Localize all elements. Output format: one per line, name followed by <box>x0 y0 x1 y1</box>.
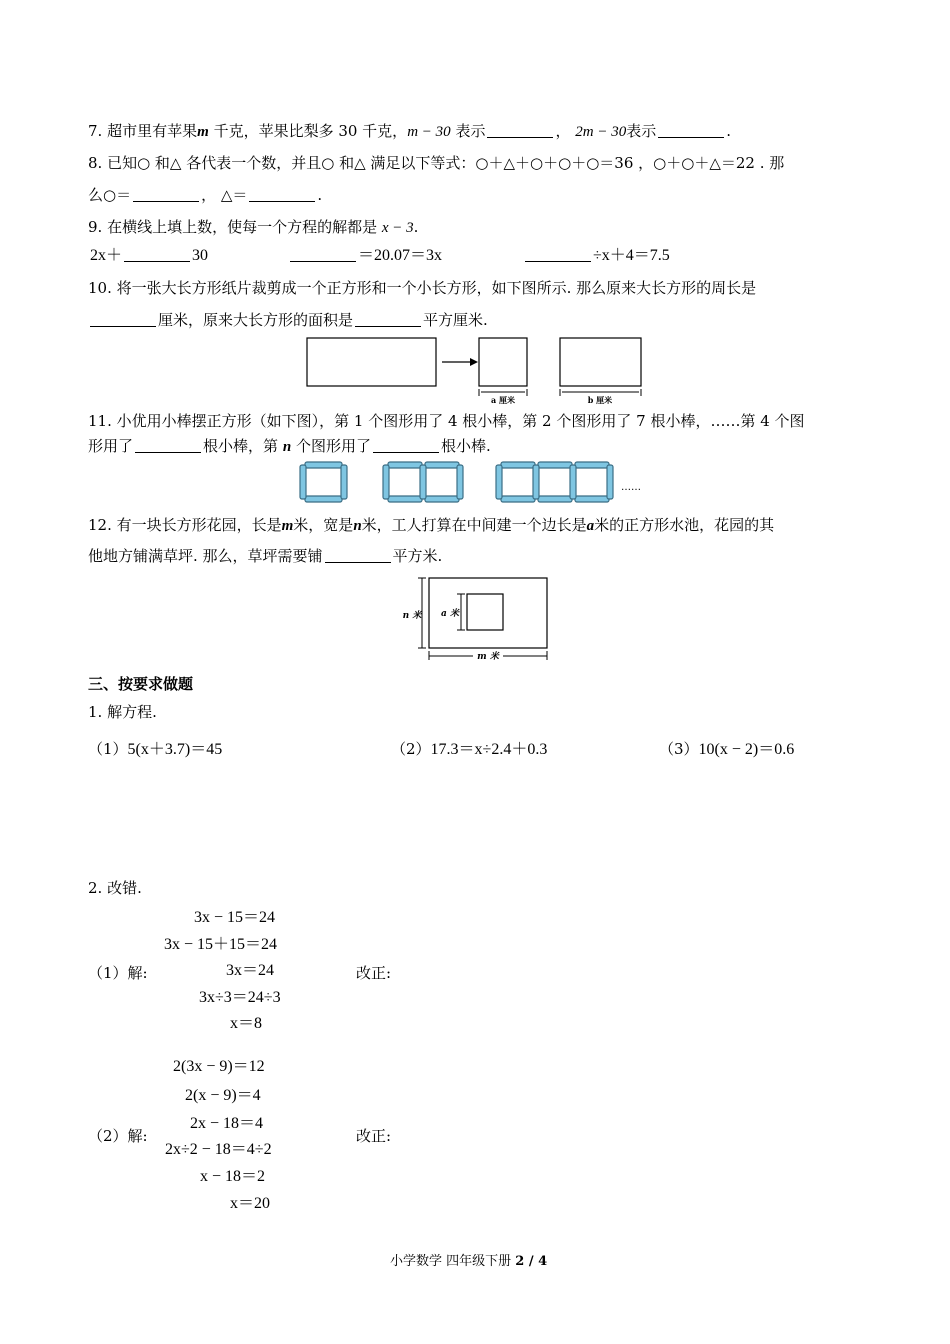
stick-figure-2 <box>383 462 463 502</box>
solve-equations-heading: 1. 解方程. <box>88 703 157 721</box>
correction-1-label: （1）解: <box>88 964 148 982</box>
question-10-line-2: 厘米，原来大长方形的面积是 平方厘米. <box>88 310 488 330</box>
correction-2-fix-label: 改正: <box>356 1127 392 1145</box>
answer-blank[interactable] <box>135 438 201 453</box>
correction-1-step: 3x＝24 <box>226 962 275 979</box>
stick-figure-1 <box>300 462 347 502</box>
pool-square <box>467 594 503 630</box>
question-8-line-2: 么○＝ ， △＝ . <box>88 186 323 204</box>
question-7: 7. 超市里有苹果m 千克，苹果比梨多 30 千克，m − 30 表示 ， 2m − 30表示 . <box>88 122 732 140</box>
page-number: 2 / 4 <box>515 1254 548 1269</box>
label-m-m: m 米 <box>477 652 499 662</box>
correction-2-step: x＝20 <box>230 1195 271 1212</box>
square <box>479 338 527 386</box>
arrow-head-icon <box>470 358 478 366</box>
answer-blank[interactable] <box>290 247 356 262</box>
stick-squares-figure <box>296 460 656 506</box>
answer-blank[interactable] <box>373 438 439 453</box>
answer-blank[interactable] <box>325 548 391 563</box>
correction-2-step: 2x÷2 − 18＝4÷2 <box>165 1141 272 1158</box>
correction-1-step: x＝8 <box>230 1015 263 1032</box>
answer-blank[interactable] <box>658 123 724 138</box>
label-a-m: a 米 <box>441 609 459 619</box>
equation-fill-1: 2x＋ 30 <box>90 247 209 264</box>
question-8-line-1: 8. 已知○ 和△ 各代表一个数，并且○ 和△ 满足以下等式：○＋△＋○＋○＋○＝36 ，○＋○＋△＝22 . 那 <box>88 154 785 172</box>
answer-blank[interactable] <box>487 123 553 138</box>
question-11-line-1: 11. 小优用小棒摆正方形（如下图），第 1 个图形用了 4 根小棒，第 2 个图形用了 7 根小棒，……第 4 个图 <box>88 412 805 430</box>
section-3-title: 三、按要求做题 <box>88 675 194 693</box>
answer-blank[interactable] <box>90 312 156 327</box>
large-rectangle <box>307 338 436 386</box>
correction-2-step: 2(x − 9)＝4 <box>185 1087 261 1104</box>
correction-2-step: x − 18＝2 <box>200 1168 266 1185</box>
question-10-line-1: 10. 将一张大长方形纸片裁剪成一个正方形和一个小长方形，如下图所示. 那么原来大长方形的周长是 <box>88 279 757 297</box>
rectangle-cut-figure <box>300 332 650 408</box>
equation-fill-2: ＝20.07＝3x <box>288 246 442 266</box>
correction-2-label: （2）解: <box>88 1127 148 1145</box>
small-rectangle <box>560 338 641 386</box>
stick-figure-3 <box>496 462 613 502</box>
answer-blank[interactable] <box>249 187 315 202</box>
answer-blank[interactable] <box>525 247 591 262</box>
label-b-cm: b 厘米 <box>587 395 613 405</box>
correct-errors-heading: 2. 改错. <box>88 879 142 897</box>
correction-1-fix-label: 改正: <box>356 964 392 982</box>
garden-figure <box>398 572 558 664</box>
equation-fill-3: ÷x＋4＝7.5 <box>523 246 670 266</box>
question-12-line-1: 12. 有一块长方形花园，长是m米，宽是n米，工人打算在中间建一个边长是a米的正方形水池，花园的其 <box>88 516 775 534</box>
equation-3: （3）10(x − 2)＝0.6 <box>659 740 795 758</box>
equation-2: （2）17.3＝x÷2.4＋0.3 <box>391 740 548 758</box>
ellipsis: …… <box>621 482 641 493</box>
answer-blank[interactable] <box>124 247 190 262</box>
correction-1-step: 3x − 15＋15＝24 <box>164 936 278 953</box>
label-a-cm: a 厘米 <box>491 395 515 405</box>
question-9: 9. 在横线上填上数，使每一个方程的解都是 x − 3. <box>88 218 419 236</box>
label-n-m: n 米 <box>402 611 422 621</box>
question-12-line-2: 他地方铺满草坪. 那么，草坪需要铺 平方米. <box>88 547 443 565</box>
correction-1-step: 3x÷3＝24÷3 <box>199 989 281 1006</box>
correction-2-step: 2x − 18＝4 <box>190 1115 264 1132</box>
correction-1-step: 3x − 15＝24 <box>194 909 276 926</box>
answer-blank[interactable] <box>133 187 199 202</box>
correction-2-step: 2(3x − 9)＝12 <box>173 1058 265 1075</box>
page-footer: 小学数学 四年级下册 2 / 4 <box>390 1254 548 1269</box>
answer-blank[interactable] <box>355 312 421 327</box>
question-11-line-2: 形用了 根小棒，第 n 个图形用了 根小棒. <box>88 437 491 455</box>
equation-1: （1）5(x＋3.7)＝45 <box>88 740 223 758</box>
